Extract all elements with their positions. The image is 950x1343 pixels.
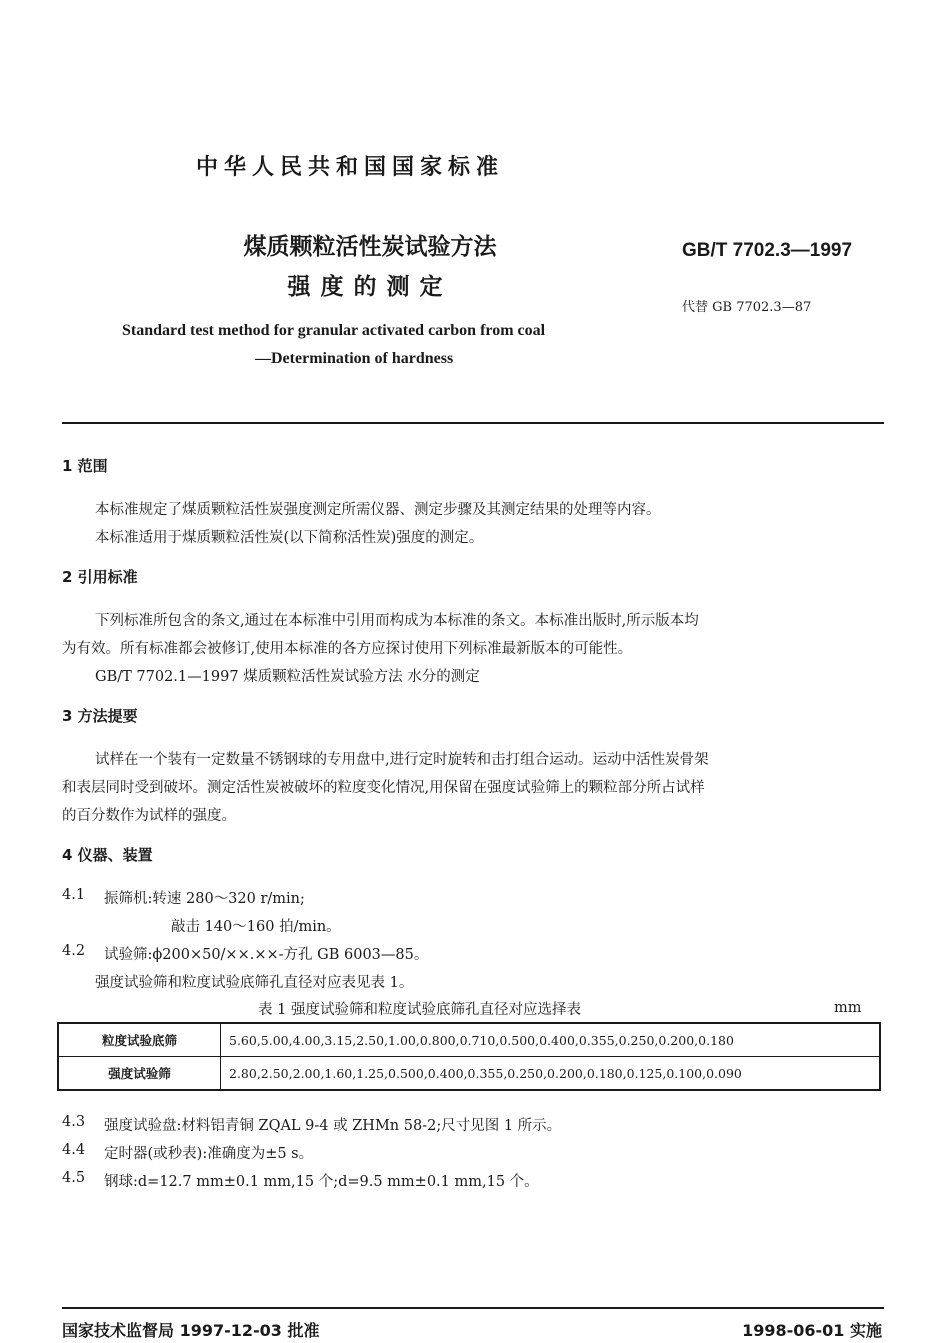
approval-info: 国家技术监督局 1997-12-03 批准: [62, 1321, 320, 1340]
item-4-4-number: 4.4: [62, 1142, 86, 1158]
section-2-paragraph-line-2: 为有效。所有标准都会被修订,使用本标准的各方应探讨使用下列标准最新版本的可能性。: [62, 641, 633, 657]
table-row: [58, 1057, 880, 1091]
item-4-5-number: 4.5: [62, 1170, 86, 1186]
section-1-paragraph-1: 本标准规定了煤质颗粒活性炭强度测定所需仪器、测定步骤及其测定结果的处理等内容。: [95, 502, 661, 518]
national-standard-title: 中华人民共和国国家标准: [195, 155, 504, 180]
section-2-paragraph-line-1: 下列标准所包含的条文,通过在本标准中引用而构成为本标准的条文。本标准出版时,所示版本均: [95, 613, 699, 629]
table-caption: 表 1 强度试验筛和粒度试验底筛孔直径对应选择表: [258, 1002, 581, 1018]
document-title: 煤质颗粒活性炭试验方法: [243, 234, 497, 260]
english-title: Standard test method for granular activated carbon from coal: [122, 322, 546, 339]
header-divider: [62, 422, 884, 424]
section-1-paragraph-2: 本标准适用于煤质颗粒活性炭(以下简称活性炭)强度的测定。: [95, 530, 484, 546]
section-2-heading: 2 引用标准: [62, 568, 138, 586]
table-unit: mm: [834, 1000, 862, 1016]
table-row-values: 2.80,2.50,2.00,1.60,1.25,0.500,0.400,0.355,0.250,0.200,0.180,0.125,0.100,0.090: [221, 1057, 881, 1091]
item-4-3-text: 强度试验盘:材料铝青铜 ZQAL 9-4 或 ZHMn 58-2;尺寸见图 1 所示。: [104, 1118, 562, 1134]
section-1-heading: 1 范围: [62, 457, 108, 475]
item-4-2-number: 4.2: [62, 943, 86, 959]
table-row: [58, 1023, 880, 1057]
section-3-heading: 3 方法提要: [62, 707, 138, 725]
item-4-2-note: 强度试验筛和粒度试验底筛孔直径对应表见表 1。: [95, 975, 414, 991]
section-4-heading: 4 仪器、装置: [62, 846, 153, 864]
item-4-3-number: 4.3: [62, 1114, 86, 1130]
standard-number: GB/T 7702.3—1997: [682, 240, 853, 261]
implementation-date: 1998-06-01 实施: [742, 1321, 882, 1340]
document-subtitle: 强度的测定: [287, 274, 453, 300]
english-subtitle: —Determination of hardness: [255, 350, 454, 367]
item-4-1-text: 振筛机:转速 280～320 r/min;: [104, 891, 305, 907]
item-4-1-number: 4.1: [62, 887, 86, 903]
table-row-label: 粒度试验底筛: [58, 1023, 221, 1057]
item-4-1-text-cont: 敲击 140～160 拍/min。: [171, 919, 341, 935]
section-3-line-1: 试样在一个装有一定数量不锈钢球的专用盘中,进行定时旋转和击打组合运动。运动中活性炭骨架: [95, 752, 709, 768]
item-4-2-text: 试验筛:ϕ200×50/××.××-方孔 GB 6003—85。: [104, 947, 429, 963]
item-4-5-text: 钢球:d=12.7 mm±0.1 mm,15 个;d=9.5 mm±0.1 mm,15 个。: [104, 1174, 539, 1190]
item-4-4-text: 定时器(或秒表):准确度为±5 s。: [104, 1146, 314, 1162]
replaces-standard: 代替 GB 7702.3—87: [682, 300, 812, 315]
footer-divider: [62, 1307, 884, 1309]
section-2-reference: GB/T 7702.1—1997 煤质颗粒活性炭试验方法 水分的测定: [95, 669, 480, 685]
table-row-label: 强度试验筛: [58, 1057, 221, 1091]
sieve-table: [57, 1022, 881, 1091]
section-3-line-3: 的百分数作为试样的强度。: [62, 808, 236, 824]
section-3-line-2: 和表层同时受到破坏。测定活性炭被破坏的粒度变化情况,用保留在强度试验筛上的颗粒部分所占试样: [62, 780, 705, 796]
table-row-values: 5.60,5.00,4.00,3.15,2.50,1.00,0.800,0.710,0.500,0.400,0.355,0.250,0.200,0.180: [221, 1023, 881, 1057]
